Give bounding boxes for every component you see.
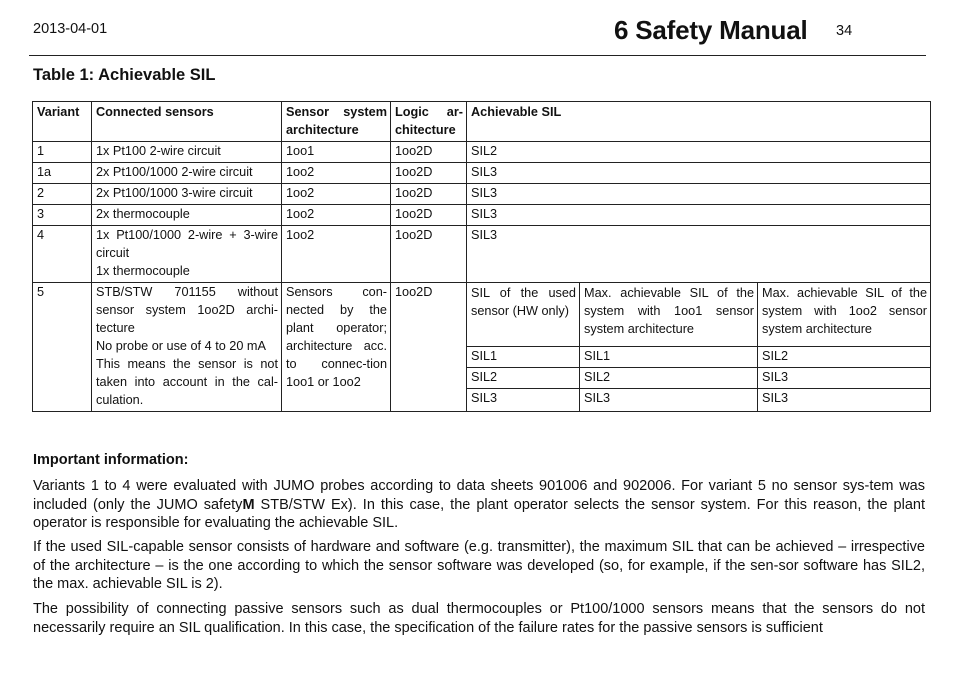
cell-sil: SIL3	[467, 163, 931, 184]
sub-cell: SIL3	[580, 388, 758, 411]
cell-logic-arch: 1oo2D	[391, 142, 467, 163]
cell-sensor-arch: 1oo1	[282, 142, 391, 163]
cell-sil: SIL2	[467, 142, 931, 163]
cell-sensors: 2x Pt100/1000 2-wire circuit	[92, 163, 282, 184]
sub-cell: SIL3	[467, 388, 580, 411]
important-heading: Important information:	[33, 452, 189, 468]
cell-sensors	[92, 283, 282, 412]
page-number: 34	[836, 23, 853, 39]
cell-sensor-arch: Sensors con-nected by the plant operator; architecture acc. to connec-tion 1oo1 or 1oo2	[282, 283, 391, 412]
brand-letter: M	[242, 496, 255, 513]
sub-header-max-sil-1oo2: Max. achievable SIL of the system with 1oo2 sensor system architecture	[758, 283, 931, 347]
cell-sil: SIL3	[467, 184, 931, 205]
sub-cell: SIL3	[758, 388, 931, 411]
sensor-line: No probe or use of 4 to 20 mA	[96, 339, 266, 353]
header-date: 2013-04-01	[33, 21, 108, 37]
cell-sensor-arch: 1oo2	[282, 184, 391, 205]
header-variant: Variant	[33, 102, 92, 142]
cell-sensors: 2x thermocouple	[92, 205, 282, 226]
cell-variant: 1a	[33, 163, 92, 184]
achievable-sil-table	[32, 101, 931, 412]
important-paragraph-2: If the used SIL-capable sensor consists of hardware and software (e.g. transmitter), the maximum SIL that can be achieved – irrespective of the architecture – is the one according to which the sensor software was developed (so, for example, if the sen-sor software has SIL2, the max. achievable SIL is 2).	[33, 539, 925, 593]
sub-cell: SIL2	[580, 367, 758, 388]
cell-variant: 2	[33, 184, 92, 205]
table-row	[33, 163, 931, 184]
cell-sensors: 1x Pt100 2-wire circuit	[92, 142, 282, 163]
cell-sensors: 2x Pt100/1000 3-wire circuit	[92, 184, 282, 205]
header-connected-sensors: Connected sensors	[92, 102, 282, 142]
header-logic-architecture: Logic ar-chitecture	[391, 102, 467, 142]
header-divider	[29, 55, 926, 56]
table-row	[33, 205, 931, 226]
table-row	[33, 184, 931, 205]
paragraph-text: Variants 1 to 4 were evaluated with JUMO probes according to data sheets 901006 and 902006. For variant 5 no sensor sys-tem was included (only the JUMO safety	[33, 478, 925, 513]
cell-variant: 4	[33, 226, 92, 283]
cell-variant: 5	[33, 283, 92, 412]
sub-cell: SIL1	[580, 346, 758, 367]
table-row	[33, 142, 931, 163]
cell-sensor-arch: 1oo2	[282, 163, 391, 184]
cell-sensor-arch: 1oo2	[282, 226, 391, 283]
paragraph-text: STB/STW Ex). In this case, the plant operator selects the sensor system. For this reason, the plant operator is responsible for evaluating the achievable SIL.	[33, 496, 925, 532]
cell-logic-arch: 1oo2D	[391, 283, 467, 412]
header-achievable-sil: Achievable SIL	[467, 102, 931, 142]
sensor-line: 1x thermocouple	[96, 264, 190, 278]
sub-header-max-sil-1oo1: Max. achievable SIL of the system with 1oo1 sensor system architecture	[580, 283, 758, 347]
table-header-row	[33, 102, 931, 142]
table-row	[33, 226, 931, 283]
cell-logic-arch: 1oo2D	[391, 163, 467, 184]
cell-logic-arch: 1oo2D	[391, 184, 467, 205]
important-paragraph-3: The possibility of connecting passive sensors such as dual thermocouples or Pt100/1000 sensors means that the sensors do not necessarily require an SIL qualification. In this case, the specification of the failure rates for the passive sensors is sufficient	[33, 601, 925, 636]
cell-sensor-arch: 1oo2	[282, 205, 391, 226]
cell-sensors	[92, 226, 282, 283]
cell-logic-arch: 1oo2D	[391, 205, 467, 226]
section-title: 6 Safety Manual	[614, 15, 808, 45]
sensor-line: This means the sensor is not taken into account in the cal-culation.	[96, 357, 278, 407]
sub-cell: SIL2	[467, 367, 580, 388]
sensor-line: 1x Pt100/1000 2-wire + 3-wire circuit	[96, 228, 278, 260]
header-sensor-system-architecture: Sensor system architecture	[282, 102, 391, 142]
cell-logic-arch: 1oo2D	[391, 226, 467, 283]
cell-sil: SIL3	[467, 226, 931, 283]
sensor-line: STB/STW 701155 without sensor system 1oo2D archi-tecture	[96, 285, 278, 335]
cell-variant: 3	[33, 205, 92, 226]
sub-cell: SIL2	[758, 346, 931, 367]
sub-header-sensor-sil: SIL of the used sensor (HW only)	[467, 283, 580, 347]
cell-variant: 1	[33, 142, 92, 163]
cell-sil: SIL3	[467, 205, 931, 226]
sub-cell: SIL1	[467, 346, 580, 367]
important-paragraph-1	[33, 477, 925, 533]
sub-cell: SIL3	[758, 367, 931, 388]
table-row	[33, 283, 931, 347]
table-title: Table 1: Achievable SIL	[33, 66, 216, 84]
